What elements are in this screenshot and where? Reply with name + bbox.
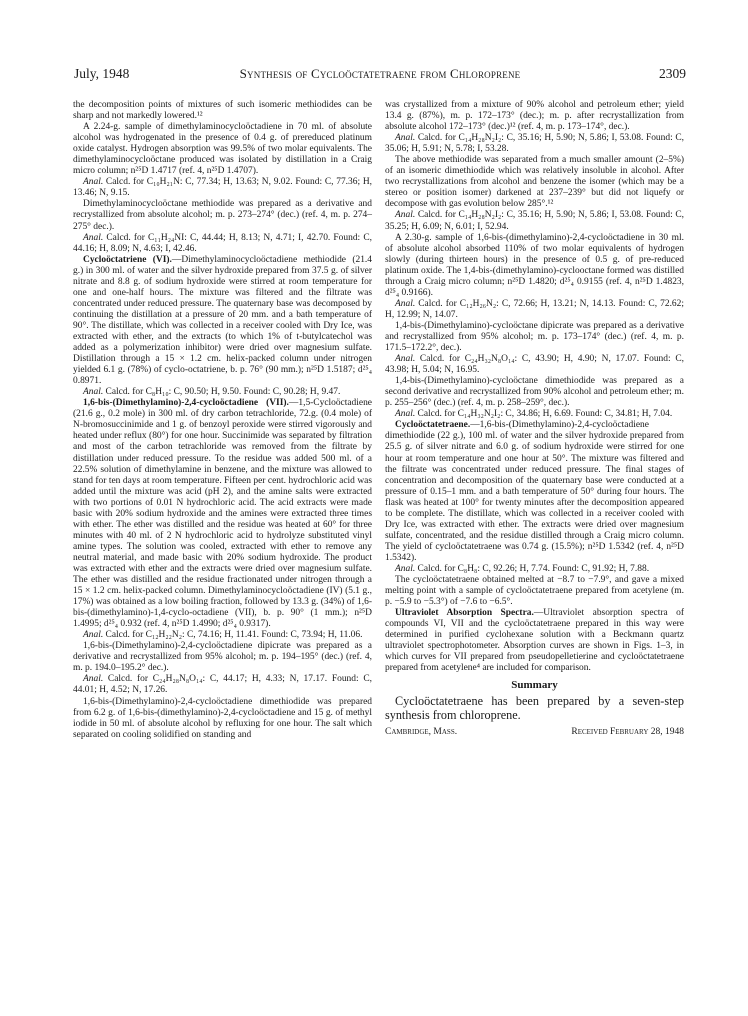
analysis-label: Anal. [83, 674, 104, 685]
analysis-label: Anal. [395, 409, 416, 420]
header-title: Synthesis of Cycloöctatetraene from Chloroprene [239, 66, 521, 81]
paragraph-text: Calcd. for C₂₄H₃₂N₈O₁₄: C, 43.90; H, 4.90; N, 17.07. Found: C, 43.98; H, 5.04; N, 16.95. [385, 354, 684, 376]
paragraph-text: Calcd. for C₁₄H₃₂N₂I₂: C, 34.86; H, 6.69. Found: C, 34.81; H, 7.04. [415, 409, 673, 420]
analysis-label: Anal. [395, 354, 416, 365]
paragraph-text: the decomposition points of mixtures of such isomeric methiodides can be sharp and not markedly lowered.¹² [73, 100, 372, 122]
paragraph [73, 100, 372, 122]
right-column-body [385, 100, 684, 674]
paragraph [73, 697, 372, 741]
paragraph [385, 608, 684, 674]
paragraph-text: Calcd. for C₁₂H₂₆N₂: C, 72.66; H, 13.21; N, 14.13. Found: C, 72.62; H, 12.99; N, 14.07. [385, 298, 684, 320]
paragraph-text: 1,6-bis-(Dimethylamino)-2,4-cycloöctadiene dipicrate was prepared as a derivative and recrystallized from 95% alcohol; m. p. 194–195° (dec.) (ref. 4, m. p. 194.0–195.2° dec.). [73, 641, 372, 674]
paragraph [385, 299, 684, 321]
section-heading: 1,6-bis-(Dimethylamino)-2,4-cycloöctadiene (VII). [83, 398, 289, 409]
paragraph-text: —1,6-bis-(Dimethylamino)-2,4-cycloöctadiene dimethiodide (22 g.), 100 ml. of water and the silver hydroxide prepared from 25.5 g. of silver nitrate and 6.0 g. of sodium hydroxide were stirred for one hour at room temperature and one hour at 50°. The mixture was filtered and the filtrate was concentrated under reduced pressure. The final stages of concentration and decomposition of the quaternary base were conducted at a pressure of 0.15–1 mm. and a bath temperature of 50° during four hours. The flask was heated at 100° for twenty minutes after the decomposition appeared to be complete. The distillate, which was collected in a receiver cooled with Dry Ice, was extracted with ether. The extracts were dried over magnesium sulfate, concentrated, and the residue distilled through a Craig micro column. The yield of cycloöctatetraene was 0.74 g. (15.5%); n²⁵D 1.5342 (ref. 4, n²⁵D 1.5342). [385, 420, 684, 563]
paragraph-text: —1,5-Cycloöctadiene (21.6 g., 0.2 mole) in 300 ml. of dry carbon tetrachloride, 72.g. (0.4 mole) of N-bromosuccinimide and 1 g. of benzoyl peroxide were stirred vigorously and heated under reflux (80°) for one hour. Succinimide was separated by filtration and most of the carbon tetrachloride was removed from the filtrate by distillation under reduced pressure. To the residue was added 500 ml. of a 22.5% solution of dimethylamine in benzene, and the mixture was allowed to stand for ten days at room temperature. Fifteen per cent. hydrochloric acid was added until the mixture was acid (pH 2), and the amine salts were extracted with two portions of 0.01 N hydrochloric acid. The acid extracts were made basic with 20% sodium hydroxide and the amines were extracted three times with ether. The ether was distilled and the residue was heated at 60° for three minutes with 40 ml. of 2 N hydrochloric acid to hydrolyze substituted vinyl amine types. The solution was cooled, extracted with ether to remove any neutral material, and made basic with 20% sodium hydroxide. The product was extracted with ether and the extracts were dried over magnesium sulfate. The ether was distilled and the residue fractionated under nitrogen through a 15 × 1.2 cm. helix-packed column. Dimethylaminocycloöctadiene (IV) (5.1 g., 17%) was obtained as a low boiling fraction, followed by 13.3 g. (34%) of 1,6-bis-(dimethylamino)-1,4-cyclo-octadiene (VII), b. p. 90° (1 mm.); n²⁵D 1.4995; d²⁵₄ 0.932 (ref. 4, n²⁵D 1.4990; d²⁵₄ 0.9317). [73, 398, 372, 630]
paragraph-text: was crystallized from a mixture of 90% alcohol and petroleum ether; yield 13.4 g. (87%), m. p. 172–173° (dec.); m. p. after recrystallization from absolute alcohol 172–173° (dec.)¹² (ref. 4, m. p. 173–174°, dec.). [385, 100, 684, 133]
running-header [74, 66, 686, 86]
paragraph-text: Dimethylaminocycloöctane methiodide was prepared as a derivative and recrystallized from absolute alcohol; m. p. 273–274° (dec.) (ref. 4, m. p. 274–275° dec.). [73, 199, 372, 232]
summary-text: Cycloöctatetraene has been prepared by a seven-step synthesis from chloroprene. [385, 694, 684, 723]
paragraph-text: —Ultraviolet absorption spectra of compounds VI, VII and the cycloöctatetraene prepared in this way were determined in purified cyclohexane solution with a Beckmann quartz ultraviolet spectrophotometer. Absorption curves are shown in Figs. 1–3, in which curves for VII prepared from pseudopelletierine and cycloöctatetraene prepared from acetylene⁴ are included for comparison. [385, 608, 685, 674]
paragraph [73, 387, 372, 398]
paragraph [73, 398, 372, 630]
right-column [385, 100, 684, 739]
paragraph [385, 376, 684, 409]
paragraph [385, 210, 684, 232]
analysis-label: Anal. [395, 133, 416, 144]
paragraph [73, 255, 372, 388]
paragraph-text: A 2.30-g. sample of 1,6-bis-(dimethylamino)-2,4-cycloöctadiene in 30 ml. of absolute alcohol absorbed 110% of two molar equivalents of hydrogen slowly (during thirteen hours) in the presence of 0.5 g. of pre-reduced platinum oxide. The 1,4-bis-(dimethylamino)-cyclooctane formed was distilled through a Craig micro column; n²⁵D 1.4820; d²⁵₄ 0.9155 (ref. 4, n²⁵D 1.4823, d²⁵₄ 0.9166). [385, 232, 684, 298]
paragraph-text: The above methiodide was separated from a much smaller amount (2–5%) of an isomeric dimethiodide which was relatively insoluble in alcohol. After two recrystallizations from alcohol and benzene the isomer (which may be a stereo or position isomer) darkened at 237–239° but did not liquefy or decompose with gas evolution below 285°.¹² [385, 155, 684, 210]
analysis-label: Anal. [395, 210, 416, 221]
paragraph-text: Calcd. for C₁₀H₂₁N: C, 77.34; H, 13.63; N, 9.02. Found: C, 77.36; H, 13.46; N, 9.15. [73, 177, 372, 199]
paragraph [385, 575, 684, 608]
summary-heading: Summary [511, 679, 558, 692]
analysis-label: Anal. [83, 232, 104, 243]
paragraph [385, 420, 684, 564]
footer-location: Cambridge, Mass. [385, 727, 458, 738]
paragraph-text: Calcd. for C₁₄H₂₈N₂I₂: C, 35.16; H, 5.90; N, 5.86; I, 53.08. Found: C, 35.25; H, 6.09; N, 6.01; I, 52.94. [385, 210, 684, 232]
footer-received: Received February 28, 1948 [571, 727, 684, 738]
section-heading: Cycloöctatetraene. [395, 420, 471, 431]
article-footer [385, 727, 684, 739]
paragraph [385, 133, 684, 155]
analysis-label: Anal. [395, 298, 416, 309]
paragraph [73, 641, 372, 674]
paragraph-text: 1,4-bis-(Dimethylamino)-cycloöctane dipicrate was prepared as a derivative and recrystallized from 95% alcohol; m. p. 173–174° (dec.) (ref. 4, m. p. 171.5–172.2°, dec.). [385, 320, 684, 354]
paragraph-text: Calcd. for C₈H₁₀: C, 90.50; H, 9.50. Found: C, 90.28; H, 9.47. [103, 387, 341, 398]
paragraph-text: Calcd. for C₁₁H₂₄NI: C, 44.44; H, 8.13; N, 4.71; I, 42.70. Found: C, 44.16; H, 8.09; N, 4.63; I, 42.46. [73, 232, 372, 254]
paragraph-text: 1,6-bis-(Dimethylamino)-2,4-cycloöctadiene dimethiodide was prepared from 6.2 g. of 1,6-bis-(dimethylamino)-2,4-cycloöctadiene and 15 g. of methyl iodide in 50 ml. of absolute alcohol by refluxing for one hour. The salt which separated on cooling solidified on standing and [73, 696, 372, 740]
paragraph [385, 354, 684, 376]
paragraph [73, 674, 372, 696]
paragraph-text: The cycloöctatetraene obtained melted at −8.7 to −7.9°, and gave a mixed melting point with a sample of cycloöctatetraene prepared from acetylene (m. p. −5.9 to −5.3°) of −7.6 to −6.5°. [385, 575, 684, 608]
paragraph [385, 409, 684, 420]
page-number: 2309 [659, 66, 686, 81]
paragraph [385, 100, 684, 133]
paragraph [385, 233, 684, 299]
paragraph [73, 177, 372, 199]
analysis-label: Anal. [395, 563, 416, 574]
paragraph-text: 1,4-bis-(Dimethylamino)-cycloöctane dimethiodide was prepared as a second derivative and recrystallized from 90% alcohol and petroleum ether; m. p. 255–256° (dec.) (ref. 4, m. p. 258–259°, dec.). [385, 376, 684, 409]
paragraph [73, 630, 372, 641]
paragraph-text: Calcd. for C₈H₈: C, 92.26; H, 7.74. Found: C, 91.92; H, 7.88. [415, 563, 650, 574]
paragraph [385, 321, 684, 354]
paragraph-text: Calcd. for C₁₄H₂₈N₂I₂: C, 35.16; H, 5.90; N, 5.86; I, 53.08. Found: C, 35.06; H, 5.91; N, 5.78; I, 53.28. [385, 133, 684, 155]
paragraph-text: Calcd. for C₁₂H₂₂N₂: C, 74.16; H, 11.41. Found: C, 73.94; H, 11.06. [103, 630, 363, 641]
left-column [73, 100, 372, 741]
paragraph [73, 122, 372, 177]
section-heading: Cycloöctatriene (VI). [83, 254, 172, 265]
paragraph [73, 233, 372, 255]
paragraph [385, 155, 684, 210]
paragraph-text: —Dimethylaminocycloöctadiene methiodide (21.4 g.) in 300 ml. of water and the silver hydroxide prepared from 37.5 g. of silver nitrate and 8.8 g. of sodium hydroxide were stirred at room temperature for one and one-half hours. The mixture was filtered and the filtrate was concentrated under reduced pressure. The quaternary base was decomposed by continuing the distillation at a pressure of 20 mm. and a bath temperature of 90°. The distillate, which was collected in a receiver cooled with Dry Ice, was extracted with ether, and the extracts (to which 1% of t-butylcatechol was added as a polymerization inhibitor) were dried over magnesium sulfate. Distillation through a 15 × 1.2 cm. helix-packed column under nitrogen yielded 6.1 g. (78%) of cyclo-octatriene, b. p. 76° (90 mm.); n²⁵D 1.5187; d²⁵₄ 0.8971. [73, 254, 373, 387]
paragraph [385, 564, 684, 575]
paragraph-text: Calcd. for C₂₄H₂₈N₈O₁₄: C, 44.17; H, 4.33; N, 17.17. Found: C, 44.01; H, 4.52; N, 17.26. [73, 674, 372, 696]
analysis-label: Anal. [83, 387, 104, 398]
analysis-label: Anal. [83, 630, 104, 641]
paragraph-text: A 2.24-g. sample of dimethylaminocycloöctadiene in 70 ml. of absolute alcohol was hydrogenated in the presence of 0.4 g. of prereduced platinum oxide catalyst. Hydrogen absorption was 99.5% of two molar equivalents. The dimethylaminocycloöctane produced was isolated by distillation in a Craig micro column; n²⁵D 1.4717 (ref. 4, n²⁵D 1.4707). [73, 122, 372, 177]
paragraph [73, 199, 372, 232]
header-date: July, 1948 [74, 66, 130, 81]
section-heading: Ultraviolet Absorption Spectra. [395, 608, 534, 619]
analysis-label: Anal. [83, 177, 104, 188]
